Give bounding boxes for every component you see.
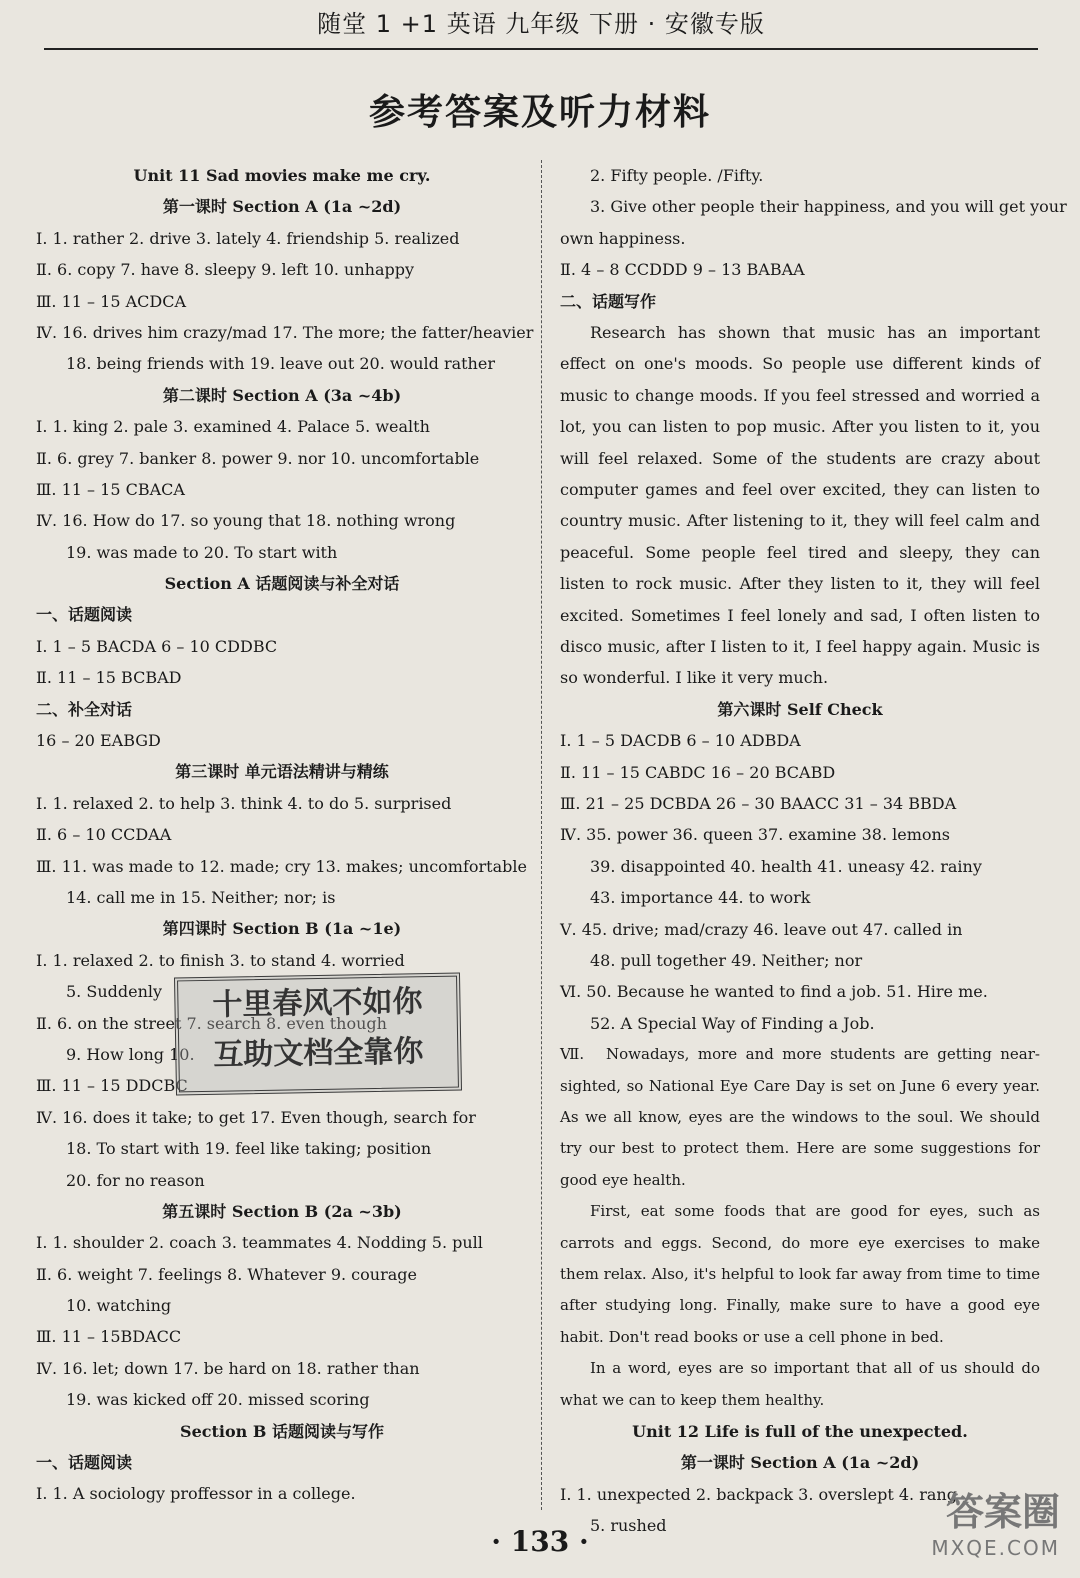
left-answer-line: 5. Suddenly (66, 982, 163, 1002)
running-header: 随堂 1 +1 英语 九年级 下册 · 安徽专版 (317, 10, 765, 38)
right-answer-line: Ⅰ. 1 – 5 DACDB 6 – 10 ADBDA (560, 731, 801, 751)
left-answer-line: Ⅱ. 6. grey 7. banker 8. power 9. nor 10. uncomfortable (36, 448, 480, 468)
right-answer-line: 第一课时 Section A (1a ~2d) (680, 1453, 920, 1473)
left-answer-line: 第二课时 Section A (3a ~4b) (162, 385, 402, 405)
right-answer-line: 3. Give other people their happiness, and you will get your (590, 197, 1067, 217)
left-answer-line: 19. was kicked off 20. missed scoring (66, 1390, 370, 1410)
left-answer-line: 16 – 20 EABGD (36, 731, 161, 751)
left-answer-line: Ⅳ. 16. drives him crazy/mad 17. The more; the fatter/heavier (36, 322, 534, 342)
right-answer-line: 39. disappointed 40. health 41. uneasy 42. rainy (590, 856, 982, 876)
left-answer-line: 一、话题阅读 (36, 1453, 133, 1473)
left-answer-line: 第一课时 Section A (1a ~2d) (162, 197, 402, 217)
right-answer-line: 52. A Special Way of Finding a Job. (590, 1013, 875, 1033)
left-answer-line: Ⅳ. 16. How do 17. so young that 18. nothing wrong (36, 511, 456, 531)
right-answer-line: Ⅰ. 1. unexpected 2. backpack 3. overslept 4. rang (560, 1484, 957, 1504)
essay-label: Ⅶ. (560, 1045, 585, 1064)
music-essay: Research has shown that music has an important effect on one's moods. So people use different kinds of music to change moods. If you feel stressed and worried a lot, you can listen to pop music. After you listen to it, you will feel relaxed. Some of the students are crazy about computer games and feel over excited, they can listen to country music. After listening to it, they will feel calm and peaceful. Some people feel tired and sleepy, they can listen to rock music. After they listen to it, they will feel excited. Sometimes I feel lonely and sad, I often listen to disco music, after I listen to it, I feel happy again. Music is so wonderful. I like it very much. (560, 322, 1040, 688)
left-answer-line: Ⅱ. 11 – 15 BCBAD (36, 668, 182, 688)
left-answer-line: 一、话题阅读 (36, 605, 133, 625)
left-answer-line: 18. To start with 19. feel like taking; position (66, 1139, 432, 1159)
right-answer-line: Ⅳ. 35. power 36. queen 37. examine 38. lemons (560, 825, 951, 845)
left-answer-line: 第五课时 Section B (2a ~3b) (162, 1201, 402, 1221)
left-answer-line: Ⅰ. 1. rather 2. drive 3. lately 4. friendship 5. realized (36, 228, 460, 248)
left-answer-line: Ⅱ. 6. weight 7. feelings 8. Whatever 9. courage (36, 1264, 417, 1284)
right-answer-line: Unit 12 Life is full of the unexpected. (632, 1422, 968, 1441)
eye-essay-para-1: Nowadays, more and more students are getting near-sighted, so National Eye Care Day is set on June 6 every year. As we all know, eyes are the windows to the soul. We should try our best to protect them. Here are some suggestions for good eye health. (560, 1045, 1040, 1189)
left-answer-line: Ⅰ. 1. shoulder 2. coach 3. teammates 4. Nodding 5. pull (36, 1233, 483, 1253)
left-answer-line: Ⅲ. 11. was made to 12. made; cry 13. makes; uncomfortable (36, 856, 527, 876)
eye-essay (560, 1039, 1040, 1196)
right-answer-line: 5. rushed (590, 1516, 667, 1536)
eye-essay-para-2: First, eat some foods that are good for eyes, such as carrots and eggs. Second, do more eye exercises to make them relax. Also, it's helpful to look far away from time to time after studying long. Finally, make sure to have a good eye habit. Don't read books or use a cell phone in bed. (560, 1202, 1040, 1346)
left-answer-line: Section B 话题阅读与写作 (180, 1421, 384, 1441)
left-answer-line: Section A 话题阅读与补全对话 (164, 574, 400, 594)
left-answer-line: Ⅳ. 16. let; down 17. be hard on 18. rather than (36, 1358, 420, 1378)
left-answer-line: 二、补全对话 (36, 699, 133, 719)
left-answer-line: Ⅰ. 1. A sociology proffessor in a college. (36, 1484, 356, 1504)
left-answer-line: Ⅱ. 6. copy 7. have 8. sleepy 9. left 10. unhappy (36, 260, 415, 280)
left-answer-line: Ⅲ. 11 – 15 DDCBC (36, 1076, 188, 1096)
left-answer-line: 20. for no reason (66, 1170, 205, 1190)
left-answer-line: 14. call me in 15. Neither; nor; is (66, 887, 336, 907)
stamp-line-2: 互助文档全靠你 (213, 1034, 424, 1073)
left-answer-line: Ⅲ. 11 – 15 CBACA (36, 479, 185, 499)
right-column (560, 160, 1067, 1542)
left-answer-line: 10. watching (66, 1296, 172, 1316)
eye-essay-para-3: In a word, eyes are so important that all of us should do what we can to keep them healthy. (560, 1359, 1040, 1409)
right-answer-line: 第六课时 Self Check (717, 699, 883, 719)
watermark-logo (931, 1481, 1060, 1560)
left-answer-line: 第四课时 Section B (1a ~1e) (162, 919, 402, 939)
watermark-url: MXQE.COM (931, 1536, 1060, 1560)
page-title: 参考答案及听力材料 (368, 92, 711, 133)
right-answer-line: Ⅲ. 21 – 25 DCBDA 26 – 30 BAACC 31 – 34 BBDA (560, 794, 957, 813)
left-answer-line: 9. How long 10. (66, 1044, 195, 1064)
left-answer-line: Ⅳ. 16. does it take; to get 17. Even though, search for (36, 1107, 476, 1127)
right-answer-line: 48. pull together 49. Neither; nor (590, 950, 863, 970)
left-answer-line: Ⅰ. 1. king 2. pale 3. examined 4. Palace 5. wealth (36, 417, 430, 437)
left-answer-line: 18. being friends with 19. leave out 20. would rather (66, 354, 495, 374)
header-rule (44, 48, 1038, 50)
left-answer-line: Ⅰ. 1 – 5 BACDA 6 – 10 CDDBC (36, 636, 278, 656)
left-answer-line: Unit 11 Sad movies make me cry. (133, 166, 431, 185)
right-answer-line: own happiness. (560, 228, 686, 248)
right-answer-line: Ⅵ. 50. Because he wanted to find a job. 51. Hire me. (560, 982, 988, 1002)
watermark-text: 答案圈 (945, 1490, 1060, 1534)
column-divider (541, 160, 542, 1510)
left-answer-line: Ⅱ. 6. on the street 7. search 8. even though (36, 1013, 387, 1033)
right-answer-line: Ⅱ. 11 – 15 CABDC 16 – 20 BCABD (560, 762, 836, 782)
page-number: · 133 · (491, 1525, 589, 1558)
left-answer-line: Ⅱ. 6 – 10 CCDAA (36, 825, 172, 845)
right-answer-line: Ⅱ. 4 – 8 CCDDD 9 – 13 BABAA (560, 260, 805, 280)
left-answer-line: 第三课时 单元语法精讲与精练 (175, 762, 389, 782)
right-answer-line: 43. importance 44. to work (590, 888, 811, 908)
left-column (36, 160, 534, 1510)
right-answer-line: 二、话题写作 (560, 291, 657, 311)
stamp-line-1: 十里春风不如你 (212, 984, 423, 1023)
left-answer-line: 19. was made to 20. To start with (66, 542, 338, 562)
left-answer-line: Ⅰ. 1. relaxed 2. to finish 3. to stand 4. worried (36, 950, 405, 970)
left-answer-line: Ⅰ. 1. relaxed 2. to help 3. think 4. to do 5. surprised (36, 793, 452, 813)
stamp-image (174, 973, 462, 1096)
right-answer-line: 2. Fifty people. /Fifty. (590, 166, 764, 185)
right-answer-line: Ⅴ. 45. drive; mad/crazy 46. leave out 47. called in (560, 919, 963, 939)
left-answer-line: Ⅲ. 11 – 15 ACDCA (36, 291, 186, 311)
left-answer-line: Ⅲ. 11 – 15BDACC (36, 1327, 182, 1347)
